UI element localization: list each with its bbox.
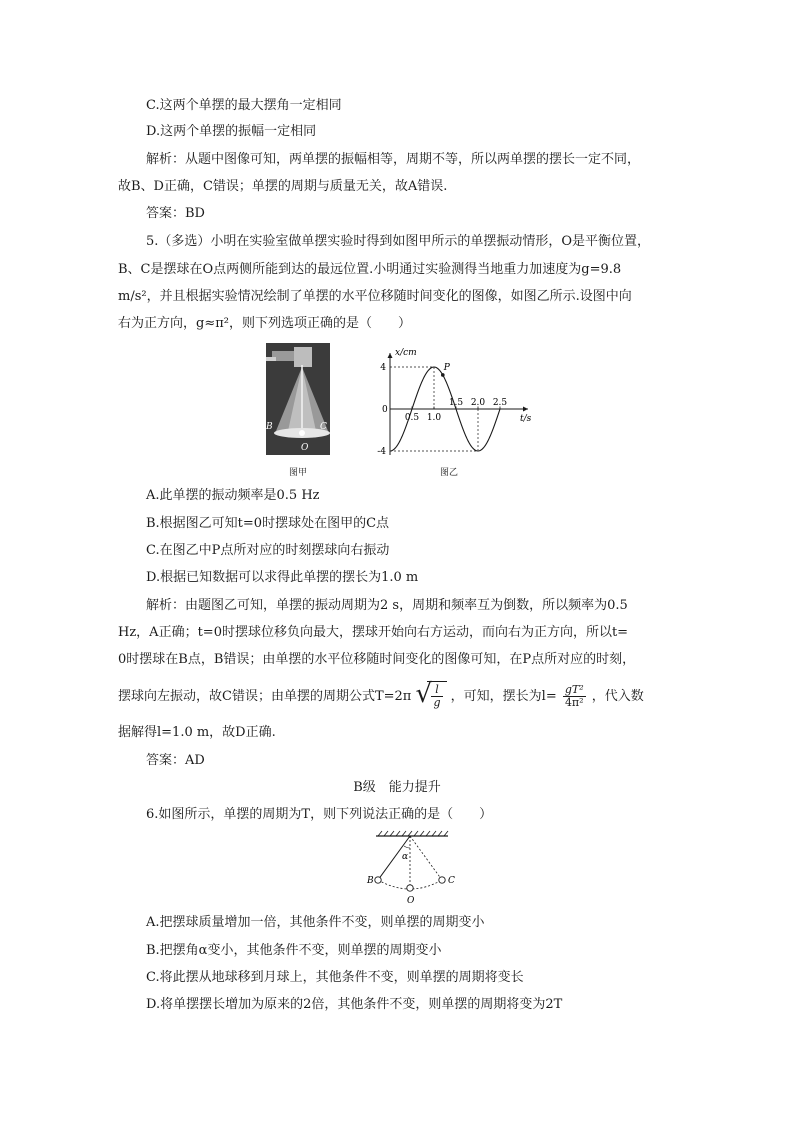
option-c-text: C.将此摆从地球移到月球上，其他条件不变，则单摆的周期将变长 [146, 970, 524, 985]
chart-ticks [377, 363, 507, 457]
y-tick-label: 4 [380, 363, 386, 373]
question-6-text: 6.如图所示，单摆的周期为T，则下列说法正确的是（ ） [146, 807, 493, 822]
solution-text: 故B、D正确，C错误；单摆的周期与质量无关，故A错误. [118, 179, 448, 194]
x-tick-label: 1.0 [426, 413, 442, 423]
radical-sign: √ [415, 679, 433, 709]
y-axis-arrow [388, 353, 393, 358]
x-axis-label: t/s [520, 414, 532, 424]
section-heading: B级 能力提升 [353, 780, 441, 795]
solution-text: ，可知，摆长为l= [450, 689, 557, 704]
x-tick-label: 1.5 [448, 398, 464, 408]
x-tick-label: 2.0 [470, 398, 486, 408]
option-d-text: D.根据已知数据可以求得此单摆的摆长为1.0 m [146, 570, 419, 585]
ball-o [407, 885, 413, 891]
string-right [410, 836, 442, 880]
y-axis-label: x/cm [395, 348, 417, 358]
solution-text: 0时摆球在B点，B错误；由单摆的水平位移随时间变化的图像可知，在P点所对应的时刻， [118, 652, 636, 667]
option-d-text: D.这两个单摆的振幅一定相同 [146, 124, 317, 139]
label-b: B [266, 422, 273, 432]
displacement-time-chart [360, 343, 540, 461]
length-fraction [563, 684, 586, 709]
angle-arc [404, 846, 410, 848]
figure-a-caption: 图甲 [289, 468, 308, 478]
answer-text: 答案：BD [146, 206, 205, 221]
pendulum-diagram [362, 828, 462, 908]
sqrt-fraction [431, 684, 442, 709]
figure-b-caption: 图乙 [440, 468, 459, 478]
x-tick-label: 0.5 [404, 413, 420, 423]
point-p [441, 373, 445, 377]
sqrt-expression [415, 681, 446, 712]
solution-text: ，代入数 [591, 689, 644, 704]
label-o: O [301, 443, 309, 453]
option-b-text: B.把摆角α变小，其他条件不变，则单摆的周期变小 [146, 943, 442, 958]
label-c: C [320, 422, 327, 432]
pendulum-photo [266, 343, 330, 455]
option-c-text: C.在图乙中P点所对应的时刻摆球向右振动 [146, 543, 390, 558]
label-c: C [448, 876, 455, 886]
sqrt-denominator: g [433, 696, 441, 709]
option-c-text: C.这两个单摆的最大摆角一定相同 [146, 98, 342, 113]
label-o: O [407, 896, 415, 906]
pendulum-photo-drawing [266, 343, 330, 455]
origin-label: 0 [382, 405, 388, 415]
question-5-text: 5.（多选）小明在实验室做单摆实验时得到如图甲所示的单摆振动情形，O是平衡位置， [146, 234, 651, 249]
solution-text: 摆球向左振动，故C错误；由单摆的周期公式T=2π [118, 689, 412, 704]
sqrt-numerator: l [431, 684, 442, 697]
ball-c [439, 877, 445, 883]
ball-b [375, 877, 381, 883]
fraction-denominator: 4π² [564, 696, 584, 709]
option-a-text: A.把摆球质量增加一倍，其他条件不变，则单摆的周期变小 [146, 915, 485, 930]
solution-text: Hz，A正确；t=0时摆球位移负向最大，摆球开始向右方运动，而向右为正方向，所以t= [118, 625, 629, 640]
answer-text: 答案：AD [146, 753, 205, 768]
label-b: B [367, 876, 374, 886]
option-a-text: A.此单摆的振动频率是0.5 Hz [146, 488, 320, 503]
alpha-label: α [402, 852, 409, 862]
ceiling-hatch [378, 831, 448, 836]
question-5-text: m/s²，并且根据实验情况绘制了单摆的水平位移随时间变化的图像，如图乙所示.设图中向 [118, 289, 632, 304]
solution-text: 据解得l=1.0 m，故D正确. [118, 725, 276, 740]
y-tick-label: -4 [377, 447, 386, 457]
solution-text: 解析：从题中图像可知，两单摆的振幅相等，周期不等，所以两单摆的摆长一定不同， [146, 152, 641, 167]
point-p-label: P [443, 362, 450, 373]
x-axis-arrow [523, 407, 528, 412]
solution-formula-line [118, 681, 644, 712]
option-d-text: D.将单摆摆长增加为原来的2倍，其他条件不变，则单摆的周期将变为2T [146, 997, 563, 1012]
fraction-numerator: gT² [564, 683, 584, 696]
question-5-text: B、C是摆球在O点两侧所能到达的最远位置.小明通过实验测得当地重力加速度为g=9.8 [118, 262, 622, 277]
solution-text: 解析：由题图乙可知，单摆的振动周期为2 s，周期和频率互为倒数，所以频率为0.5 [146, 598, 628, 613]
question-5-text: 右为正方向，g≈π²，则下列选项正确的是（ ） [118, 316, 411, 331]
x-tick-label: 2.5 [492, 398, 508, 408]
option-b-text: B.根据图乙可知t=0时摆球处在图甲的C点 [146, 516, 390, 531]
